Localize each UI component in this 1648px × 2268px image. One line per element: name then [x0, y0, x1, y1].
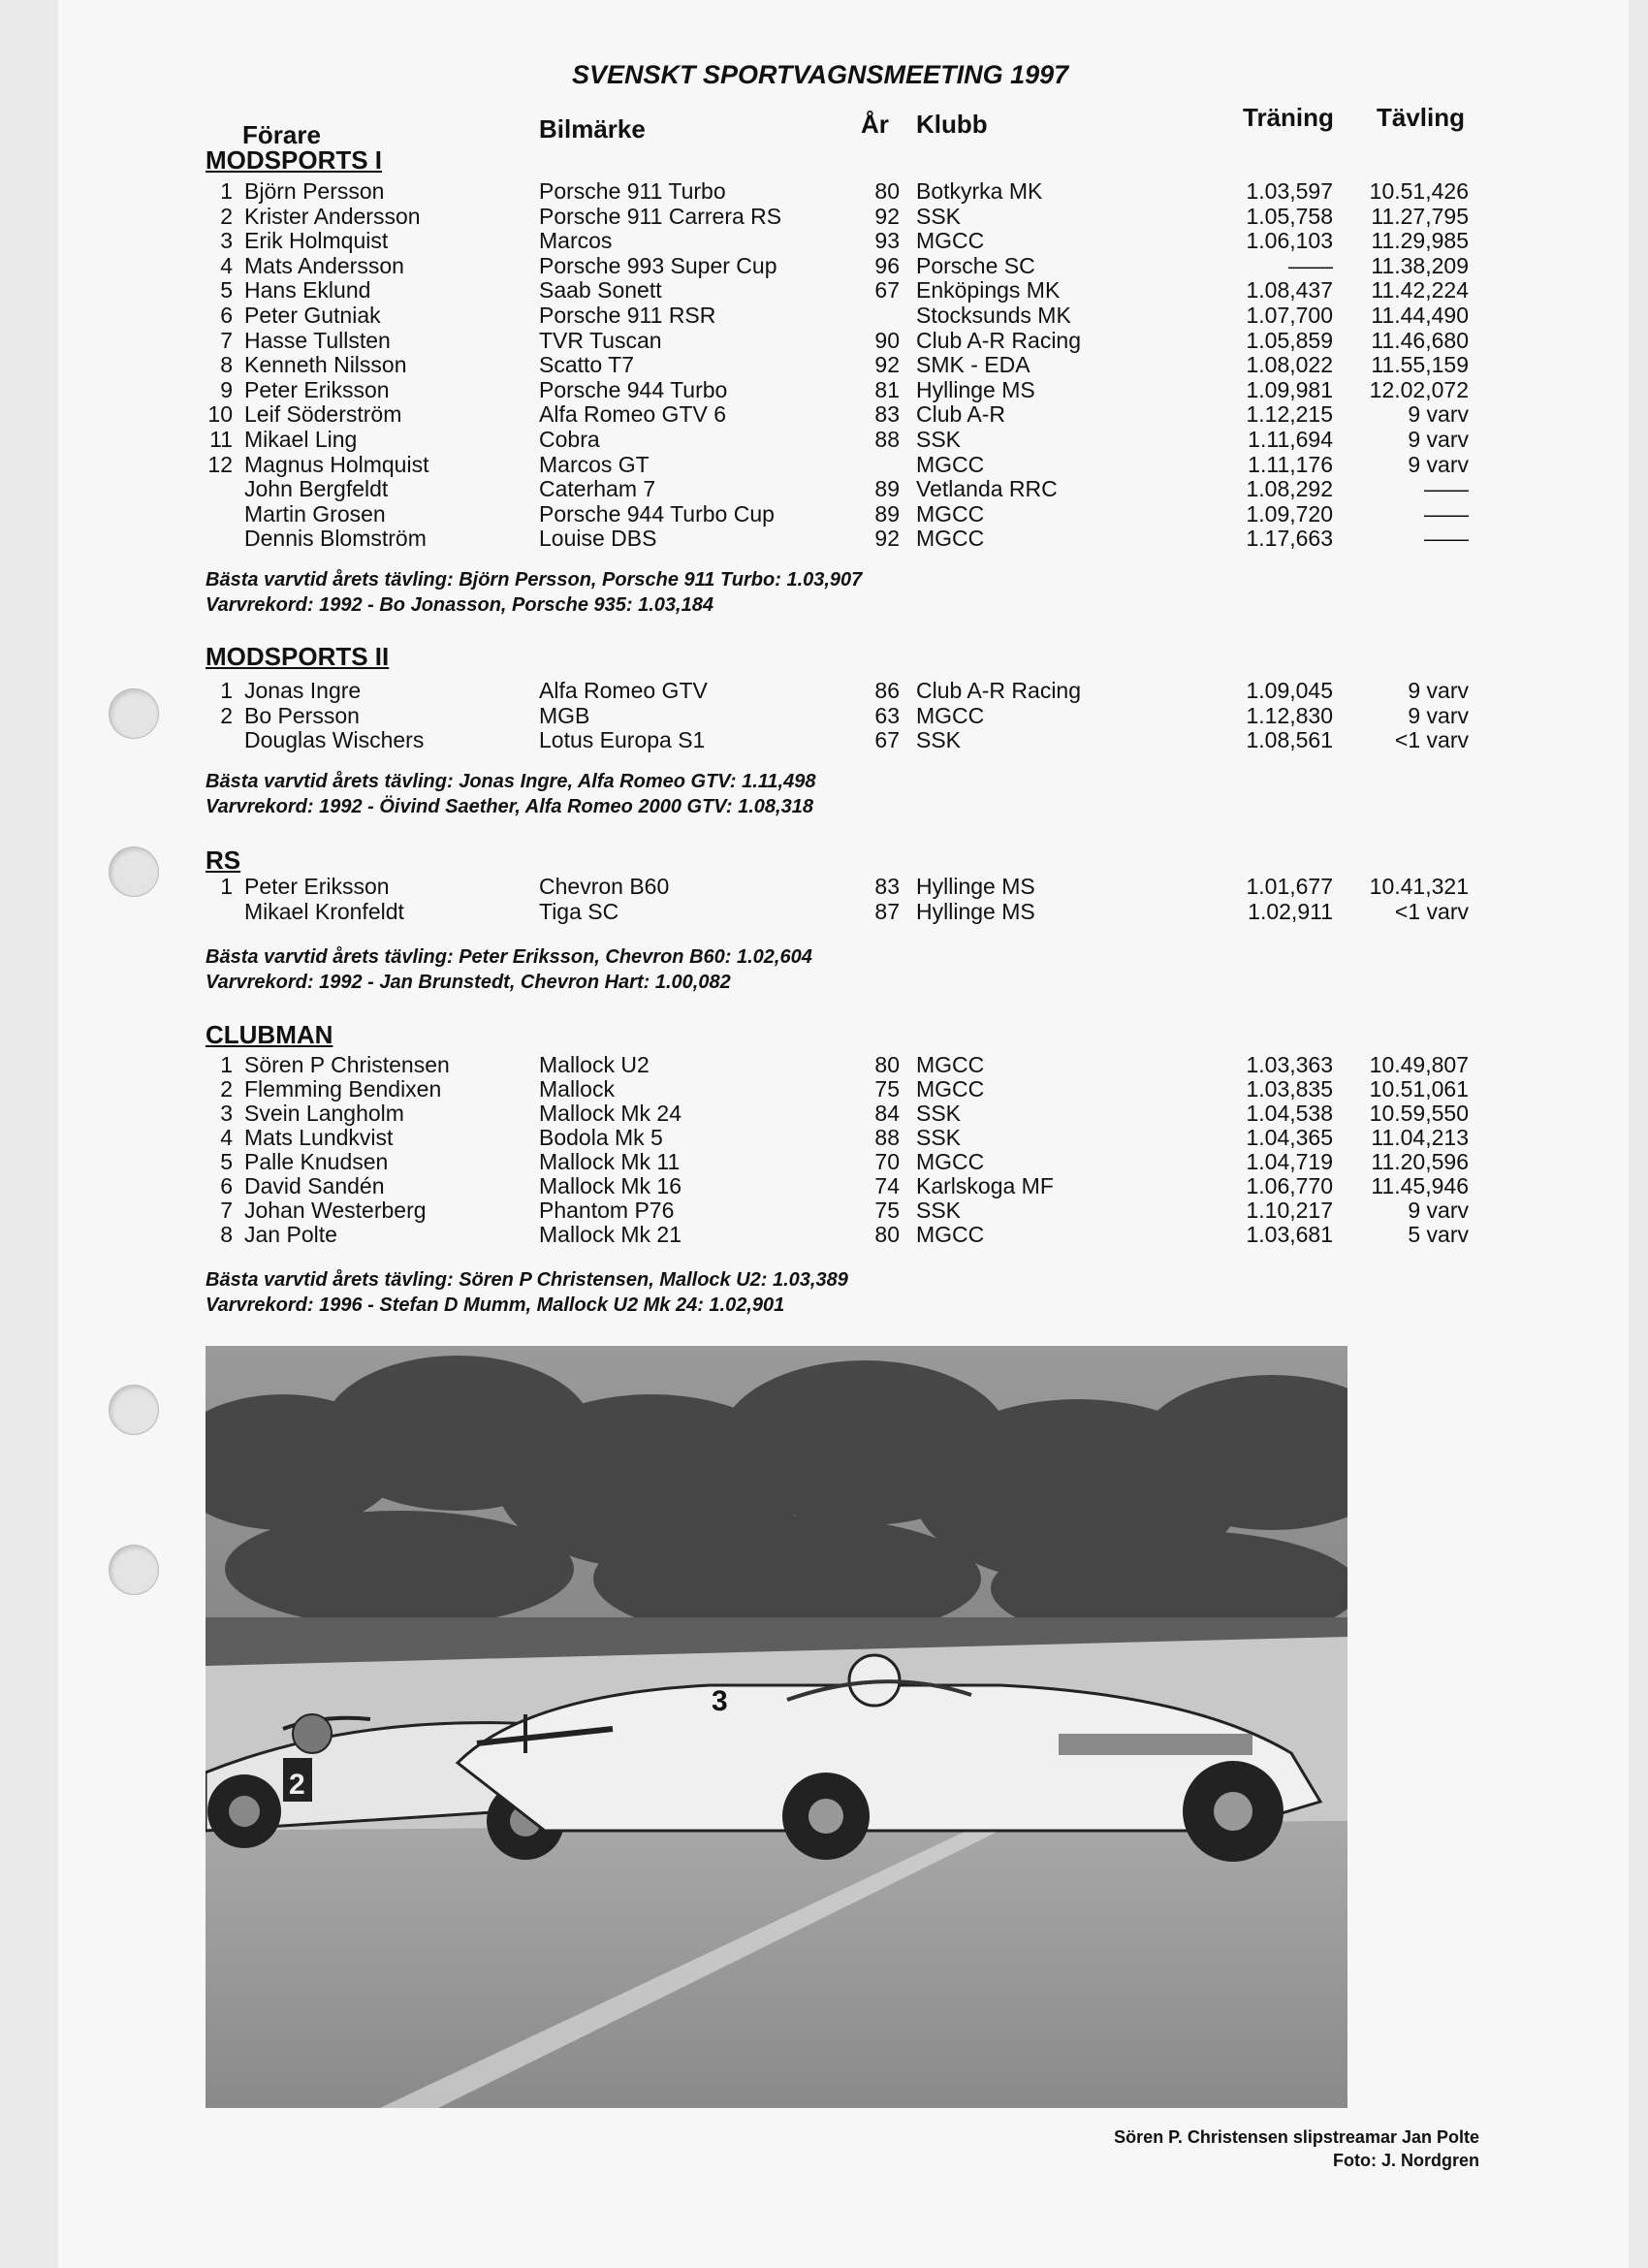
driver-name: Krister Andersson	[244, 204, 421, 229]
car-year: 89	[874, 476, 900, 501]
car-year: 87	[874, 899, 900, 924]
binder-hole	[109, 1385, 159, 1435]
race-result: 10.41,321	[1369, 874, 1469, 899]
club-name: Hyllinge MS	[916, 874, 1035, 899]
result-row	[0, 353, 1648, 377]
training-time: 1.03,681	[1246, 1222, 1333, 1247]
race-result: 9 varv	[1408, 1198, 1469, 1223]
car-make: Louise DBS	[539, 526, 657, 551]
driver-name: Björn Persson	[244, 178, 385, 204]
result-row	[0, 1077, 1648, 1102]
best-lap-note: Bästa varvtid årets tävling: Peter Eriksson, Chevron B60: 1.02,604	[206, 946, 812, 968]
best-lap-note: Bästa varvtid årets tävling: Sören P Christensen, Mallock U2: 1.03,389	[206, 1269, 848, 1291]
club-name: Vetlanda RRC	[916, 476, 1058, 501]
result-row	[0, 229, 1648, 253]
lap-record-note: Varvrekord: 1992 - Jan Brunstedt, Chevron Hart: 1.00,082	[206, 972, 731, 993]
car-make: Mallock	[539, 1076, 615, 1102]
car-make: Porsche 993 Super Cup	[539, 253, 777, 278]
driver-name: Jonas Ingre	[244, 678, 362, 703]
training-time: 1.05,859	[1246, 328, 1333, 353]
car-year: 70	[874, 1149, 900, 1174]
lap-record-note: Varvrekord: 1992 - Bo Jonasson, Porsche 935: 1.03,184	[206, 594, 713, 616]
race-photo-image	[206, 1346, 1347, 2108]
race-result: ——	[1424, 501, 1469, 527]
driver-name: Leif Söderström	[244, 401, 402, 427]
car-year: 92	[874, 204, 900, 229]
club-name: MGCC	[916, 703, 985, 728]
club-name: Porsche SC	[916, 253, 1035, 278]
car-year: 81	[874, 377, 900, 402]
car-year: 83	[874, 874, 900, 899]
position: 1	[220, 1052, 233, 1077]
result-row	[0, 1102, 1648, 1126]
driver-name: Flemming Bendixen	[244, 1076, 442, 1102]
binder-hole	[109, 1545, 159, 1595]
race-result: 11.20,596	[1371, 1149, 1469, 1174]
result-row	[0, 875, 1648, 899]
car-make: Cobra	[539, 427, 600, 452]
race-result: 11.29,985	[1371, 228, 1469, 253]
position: 3	[220, 228, 233, 253]
club-name: SSK	[916, 727, 962, 752]
club-name: Hyllinge MS	[916, 899, 1035, 924]
result-row	[0, 329, 1648, 353]
car-make: Mallock U2	[539, 1052, 650, 1077]
car-year: 89	[874, 501, 900, 527]
car-year: 84	[874, 1101, 900, 1126]
position: 2	[220, 204, 233, 229]
club-name: Club A-R Racing	[916, 328, 1082, 353]
section-heading: RS	[206, 846, 241, 875]
position: 11	[209, 427, 233, 452]
car-year: 75	[874, 1076, 900, 1102]
document-title: SVENSKT SPORTVAGNSMEETING 1997	[572, 60, 1069, 89]
best-lap-note: Bästa varvtid årets tävling: Björn Persson, Porsche 911 Turbo: 1.03,907	[206, 569, 863, 591]
driver-name: Peter Eriksson	[244, 874, 390, 899]
training-time: 1.12,830	[1246, 703, 1333, 728]
header-car: Bilmärke	[539, 114, 646, 144]
car-make: Mallock Mk 21	[539, 1222, 681, 1247]
race-result: 11.44,490	[1371, 303, 1469, 328]
position: 10	[207, 401, 233, 427]
training-time: 1.05,758	[1246, 204, 1333, 229]
race-result: 11.27,795	[1371, 204, 1469, 229]
club-name: Club A-R Racing	[916, 678, 1082, 703]
best-lap-note: Bästa varvtid årets tävling: Jonas Ingre, Alfa Romeo GTV: 1.11,498	[206, 771, 816, 792]
svg-text:3: 3	[712, 1685, 728, 1717]
car-year: 88	[874, 1125, 900, 1150]
position: 2	[220, 1076, 233, 1102]
position: 12	[207, 452, 233, 477]
result-row	[0, 254, 1648, 278]
position: 5	[220, 277, 233, 303]
car-make: TVR Tuscan	[539, 328, 662, 353]
club-name: MGCC	[916, 526, 985, 551]
car-year: 67	[874, 277, 900, 303]
driver-name: Peter Eriksson	[244, 377, 390, 402]
training-time: 1.07,700	[1246, 303, 1333, 328]
training-time: 1.10,217	[1246, 1198, 1333, 1223]
driver-name: Johan Westerberg	[244, 1198, 427, 1223]
driver-name: Erik Holmquist	[244, 228, 389, 253]
training-time: 1.03,835	[1246, 1076, 1333, 1102]
driver-name: David Sandén	[244, 1173, 385, 1198]
training-time: 1.17,663	[1246, 526, 1333, 551]
race-result: 10.51,061	[1369, 1076, 1469, 1102]
training-time: 1.09,720	[1246, 501, 1333, 527]
training-time: 1.06,103	[1246, 228, 1333, 253]
race-result: 9 varv	[1408, 401, 1469, 427]
result-row	[0, 1198, 1648, 1223]
car-year: 92	[874, 526, 900, 551]
lap-record-note: Varvrekord: 1992 - Öivind Saether, Alfa Romeo 2000 GTV: 1.08,318	[206, 796, 813, 817]
race-result: <1 varv	[1394, 727, 1469, 752]
car-year: 80	[874, 1222, 900, 1247]
training-time: 1.04,365	[1246, 1125, 1333, 1150]
car-year: 83	[874, 401, 900, 427]
training-time: 1.08,292	[1246, 476, 1333, 501]
training-time: 1.01,677	[1246, 874, 1333, 899]
photo-caption: Sören P. Christensen slipstreamar Jan Polte	[1114, 2127, 1479, 2147]
position: 6	[220, 303, 233, 328]
club-name: Stocksunds MK	[916, 303, 1071, 328]
club-name: MGCC	[916, 1222, 985, 1247]
club-name: SSK	[916, 1125, 962, 1150]
training-time: 1.09,981	[1246, 377, 1333, 402]
car-make: Porsche 911 Carrera RS	[539, 204, 782, 229]
training-time: 1.03,597	[1246, 178, 1333, 204]
car-make: Caterham 7	[539, 476, 656, 501]
club-name: Hyllinge MS	[916, 377, 1035, 402]
car-make: Mallock Mk 16	[539, 1173, 681, 1198]
car-make: Alfa Romeo GTV 6	[539, 401, 727, 427]
race-result: 9 varv	[1408, 452, 1469, 477]
result-row	[0, 402, 1648, 427]
race-result: 12.02,072	[1369, 377, 1469, 402]
header-club: Klubb	[916, 110, 988, 139]
header-driver: Förare	[242, 120, 321, 149]
driver-name: Douglas Wischers	[244, 727, 425, 752]
training-time: 1.08,022	[1246, 352, 1333, 377]
position: 1	[220, 178, 233, 204]
race-result: ——	[1424, 526, 1469, 551]
race-result: 9 varv	[1408, 427, 1469, 452]
car-make: Phantom P76	[539, 1198, 675, 1223]
car-make: Saab Sonett	[539, 277, 662, 303]
position: 4	[220, 253, 233, 278]
result-row	[0, 502, 1648, 527]
position: 9	[220, 377, 233, 402]
driver-name: Mikael Ling	[244, 427, 358, 452]
club-name: MGCC	[916, 1052, 985, 1077]
race-result: 11.38,209	[1371, 253, 1469, 278]
header-year: År	[861, 110, 889, 139]
race-result: 5 varv	[1408, 1222, 1469, 1247]
lap-record-note: Varvrekord: 1996 - Stefan D Mumm, Mallock U2 Mk 24: 1.02,901	[206, 1294, 785, 1316]
result-row	[0, 303, 1648, 328]
result-row	[0, 900, 1648, 924]
position: 7	[220, 1198, 233, 1223]
race-result: <1 varv	[1394, 899, 1469, 924]
driver-name: Sören P Christensen	[244, 1052, 450, 1077]
driver-name: Palle Knudsen	[244, 1149, 389, 1174]
section-heading: CLUBMAN	[206, 1020, 333, 1049]
car-make: Porsche 944 Turbo Cup	[539, 501, 775, 527]
car-make: Marcos	[539, 228, 613, 253]
race-result: 9 varv	[1408, 703, 1469, 728]
race-result: 9 varv	[1408, 678, 1469, 703]
result-row	[0, 728, 1648, 752]
driver-name: Mats Lundkvist	[244, 1125, 394, 1150]
club-name: Karlskoga MF	[916, 1173, 1054, 1198]
race-result: ——	[1424, 476, 1469, 501]
training-time: 1.02,911	[1248, 899, 1333, 924]
result-row	[0, 205, 1648, 229]
car-year: 92	[874, 352, 900, 377]
car-make: Chevron B60	[539, 874, 670, 899]
training-time: 1.04,719	[1246, 1149, 1333, 1174]
car-make: Mallock Mk 11	[539, 1149, 681, 1174]
club-name: SSK	[916, 427, 962, 452]
training-time: 1.08,437	[1246, 277, 1333, 303]
training-time: 1.03,363	[1246, 1052, 1333, 1077]
result-row	[0, 1174, 1648, 1198]
training-time: ——	[1288, 253, 1333, 278]
training-time: 1.06,770	[1246, 1173, 1333, 1198]
driver-name: Magnus Holmquist	[244, 452, 429, 477]
club-name: Botkyrka MK	[916, 178, 1043, 204]
car-make: Tiga SC	[539, 899, 619, 924]
driver-name: Jan Polte	[244, 1222, 337, 1247]
race-result: 11.46,680	[1371, 328, 1469, 353]
position: 7	[220, 328, 233, 353]
car-make: Porsche 911 RSR	[539, 303, 716, 328]
car-year: 67	[874, 727, 900, 752]
training-time: 1.04,538	[1246, 1101, 1333, 1126]
race-result: 11.42,224	[1371, 277, 1469, 303]
race-result: 11.04,213	[1371, 1125, 1469, 1150]
car-year: 74	[874, 1173, 900, 1198]
result-row	[0, 453, 1648, 477]
position: 1	[220, 678, 233, 703]
car-make: Scatto T7	[539, 352, 635, 377]
car-make: MGB	[539, 703, 590, 728]
svg-text:2: 2	[289, 1769, 305, 1801]
result-row	[0, 679, 1648, 703]
club-name: SSK	[916, 204, 962, 229]
car-make: Lotus Europa S1	[539, 727, 706, 752]
driver-name: Hasse Tullsten	[244, 328, 391, 353]
car-year: 80	[874, 178, 900, 204]
car-year: 88	[874, 427, 900, 452]
club-name: MGCC	[916, 1149, 985, 1174]
driver-name: Svein Langholm	[244, 1101, 404, 1126]
position: 1	[220, 874, 233, 899]
car-make: Alfa Romeo GTV	[539, 678, 708, 703]
driver-name: Hans Eklund	[244, 277, 371, 303]
header-training: Träning	[1243, 103, 1334, 132]
result-row	[0, 477, 1648, 501]
position: 4	[220, 1125, 233, 1150]
position: 6	[220, 1173, 233, 1198]
header-race: Tävling	[1377, 103, 1466, 132]
position: 8	[220, 352, 233, 377]
driver-name: Mikael Kronfeldt	[244, 899, 404, 924]
result-row	[0, 527, 1648, 551]
race-result: 10.59,550	[1369, 1101, 1469, 1126]
driver-name: Bo Persson	[244, 703, 360, 728]
club-name: MGCC	[916, 501, 985, 527]
position: 3	[220, 1101, 233, 1126]
training-time: 1.11,176	[1248, 452, 1333, 477]
driver-name: Peter Gutniak	[244, 303, 381, 328]
section-heading: MODSPORTS II	[206, 642, 390, 671]
club-name: Club A-R	[916, 401, 1006, 427]
race-result: 11.55,159	[1371, 352, 1469, 377]
club-name: MGCC	[916, 452, 985, 477]
result-row	[0, 428, 1648, 452]
car-year: 93	[874, 228, 900, 253]
training-time: 1.11,694	[1248, 427, 1333, 452]
position: 2	[220, 703, 233, 728]
car-year: 75	[874, 1198, 900, 1223]
position: 8	[220, 1222, 233, 1247]
car-make: Porsche 944 Turbo	[539, 377, 728, 402]
club-name: SMK - EDA	[916, 352, 1030, 377]
driver-name: Mats Andersson	[244, 253, 404, 278]
car-make: Bodola Mk 5	[539, 1125, 663, 1150]
car-year: 96	[874, 253, 900, 278]
car-make: Mallock Mk 24	[539, 1101, 681, 1126]
driver-name: Martin Grosen	[244, 501, 386, 527]
car-make: Porsche 911 Turbo	[539, 178, 726, 204]
car-make: Marcos GT	[539, 452, 650, 477]
car-year: 90	[874, 328, 900, 353]
car-year: 63	[874, 703, 900, 728]
result-row	[0, 1126, 1648, 1150]
club-name: SSK	[916, 1198, 962, 1223]
car-year: 80	[874, 1052, 900, 1077]
photo-credit: Foto: J. Nordgren	[1333, 2151, 1479, 2170]
car-year: 86	[874, 678, 900, 703]
race-result: 10.51,426	[1369, 178, 1469, 204]
club-name: MGCC	[916, 228, 985, 253]
result-row	[0, 1053, 1648, 1077]
race-photo	[206, 1346, 1347, 2108]
club-name: MGCC	[916, 1076, 985, 1102]
result-row	[0, 704, 1648, 728]
race-result: 10.49,807	[1369, 1052, 1469, 1077]
club-name: SSK	[916, 1101, 962, 1126]
result-row	[0, 179, 1648, 204]
result-row	[0, 1223, 1648, 1247]
driver-name: John Bergfeldt	[244, 476, 389, 501]
club-name: Enköpings MK	[916, 277, 1061, 303]
result-row	[0, 378, 1648, 402]
section-heading: MODSPORTS I	[206, 145, 383, 175]
training-time: 1.12,215	[1246, 401, 1333, 427]
driver-name: Kenneth Nilsson	[244, 352, 407, 377]
race-result: 11.45,946	[1371, 1173, 1469, 1198]
position: 5	[220, 1149, 233, 1174]
result-row	[0, 278, 1648, 303]
driver-name: Dennis Blomström	[244, 526, 427, 551]
training-time: 1.08,561	[1246, 727, 1333, 752]
training-time: 1.09,045	[1246, 678, 1333, 703]
result-row	[0, 1150, 1648, 1174]
